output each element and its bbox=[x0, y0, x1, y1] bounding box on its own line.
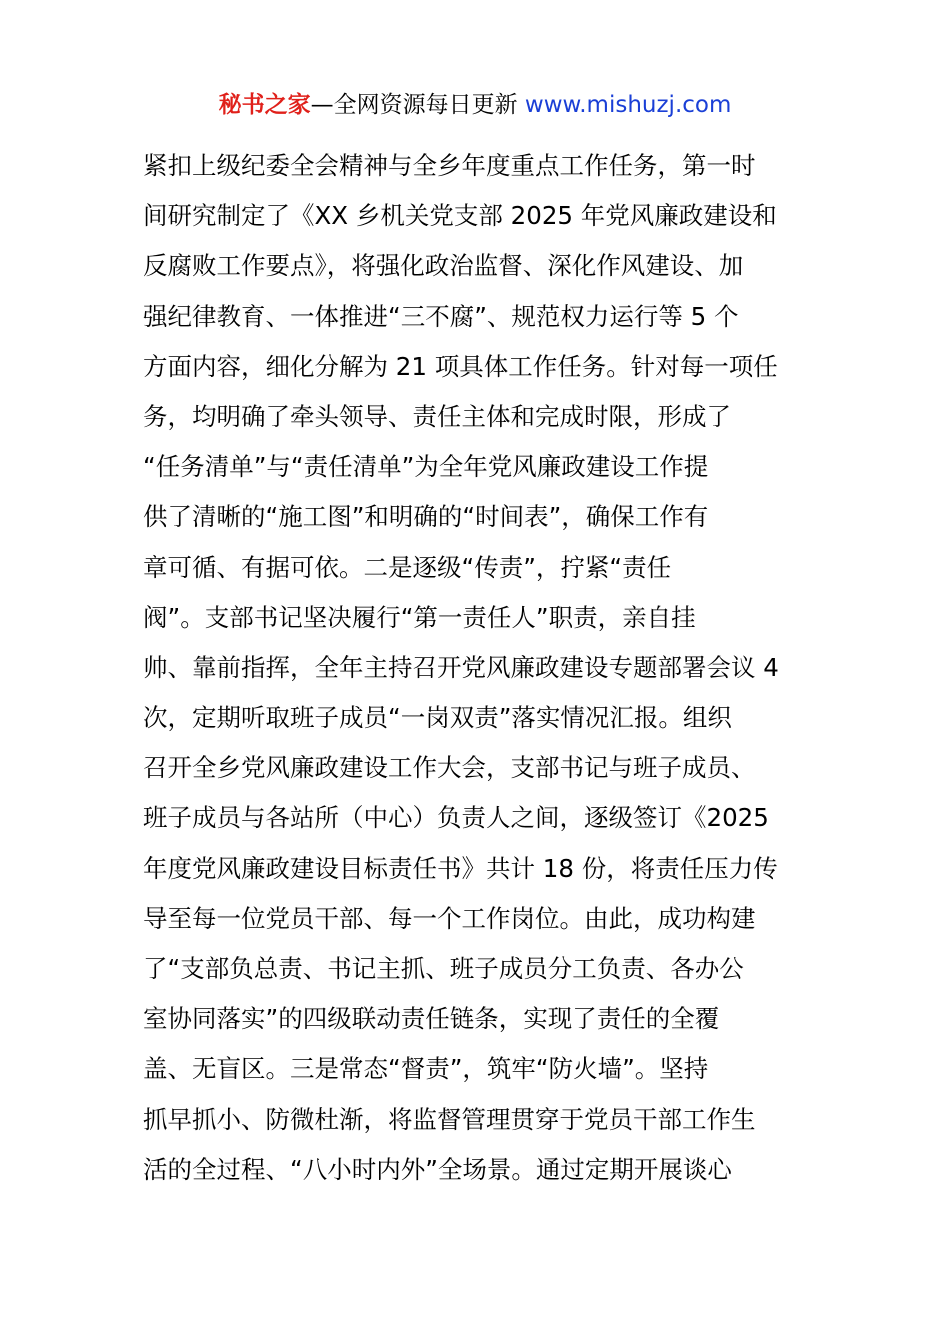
text-line: “任务清单”与“责任清单”为全年党风廉政建设工作提 bbox=[143, 452, 709, 482]
header-tagline: —全网资源每日更新 bbox=[310, 92, 518, 118]
document-body bbox=[143, 141, 823, 1195]
text-line: 阀”。支部书记坚决履行“第一责任人”职责，亲自挂 bbox=[143, 602, 696, 632]
text-line: 班子成员与各站所（中心）负责人之间，逐级签订《2025 bbox=[143, 803, 769, 833]
text-line: 务，均明确了牵头领导、责任主体和完成时限，形成了 bbox=[143, 401, 731, 431]
brand-name: 秘书之家 bbox=[218, 92, 311, 118]
text-line: 供了清晰的“施工图”和明确的“时间表”，确保工作有 bbox=[143, 502, 709, 532]
page-header bbox=[0, 88, 950, 122]
text-line: 活的全过程、“八小时内外”全场景。通过定期开展谈心 bbox=[143, 1154, 732, 1184]
text-line: 室协同落实”的四级联动责任链条，实现了责任的全覆 bbox=[143, 1004, 720, 1034]
text-line: 帅、靠前指挥，全年主持召开党风廉政建设专题部署会议 4 bbox=[143, 652, 779, 682]
text-line: 反腐败工作要点》，将强化政治监督、深化作风建设、加 bbox=[143, 251, 744, 281]
text-line: 紧扣上级纪委全会精神与全乡年度重点工作任务，第一时 bbox=[143, 151, 756, 180]
text-line: 导至每一位党员干部、每一个工作岗位。由此，成功构建 bbox=[143, 903, 756, 933]
text-line: 方面内容，细化分解为 21 项具体工作任务。针对每一项任 bbox=[143, 351, 778, 381]
text-line: 了“支部负总责、书记主抓、班子成员分工负责、各办公 bbox=[143, 954, 744, 983]
text-line: 抓早抓小、防微杜渐，将监督管理贯穿于党员干部工作生 bbox=[143, 1104, 756, 1134]
text-line: 间研究制定了《XX 乡机关党支部 2025 年党风廉政建设和 bbox=[143, 201, 777, 231]
text-line: 章可循、有据可依。二是逐级“传责”，拧紧“责任 bbox=[143, 552, 672, 582]
text-line: 次，定期听取班子成员“一岗双责”落实情况汇报。组织 bbox=[143, 703, 732, 733]
text-line: 强纪律教育、一体推进“三不腐”、规范权力运行等 5 个 bbox=[143, 301, 739, 331]
header-url: www.mishuzj.com bbox=[524, 92, 732, 118]
text-line: 盖、无盲区。三是常态“督责”，筑牢“防火墙”。坚持 bbox=[143, 1054, 709, 1084]
text-line: 召开全乡党风廉政建设工作大会，支部书记与班子成员、 bbox=[143, 753, 756, 783]
text-line: 年度党风廉政建设目标责任书》共计 18 份，将责任压力传 bbox=[143, 853, 778, 883]
